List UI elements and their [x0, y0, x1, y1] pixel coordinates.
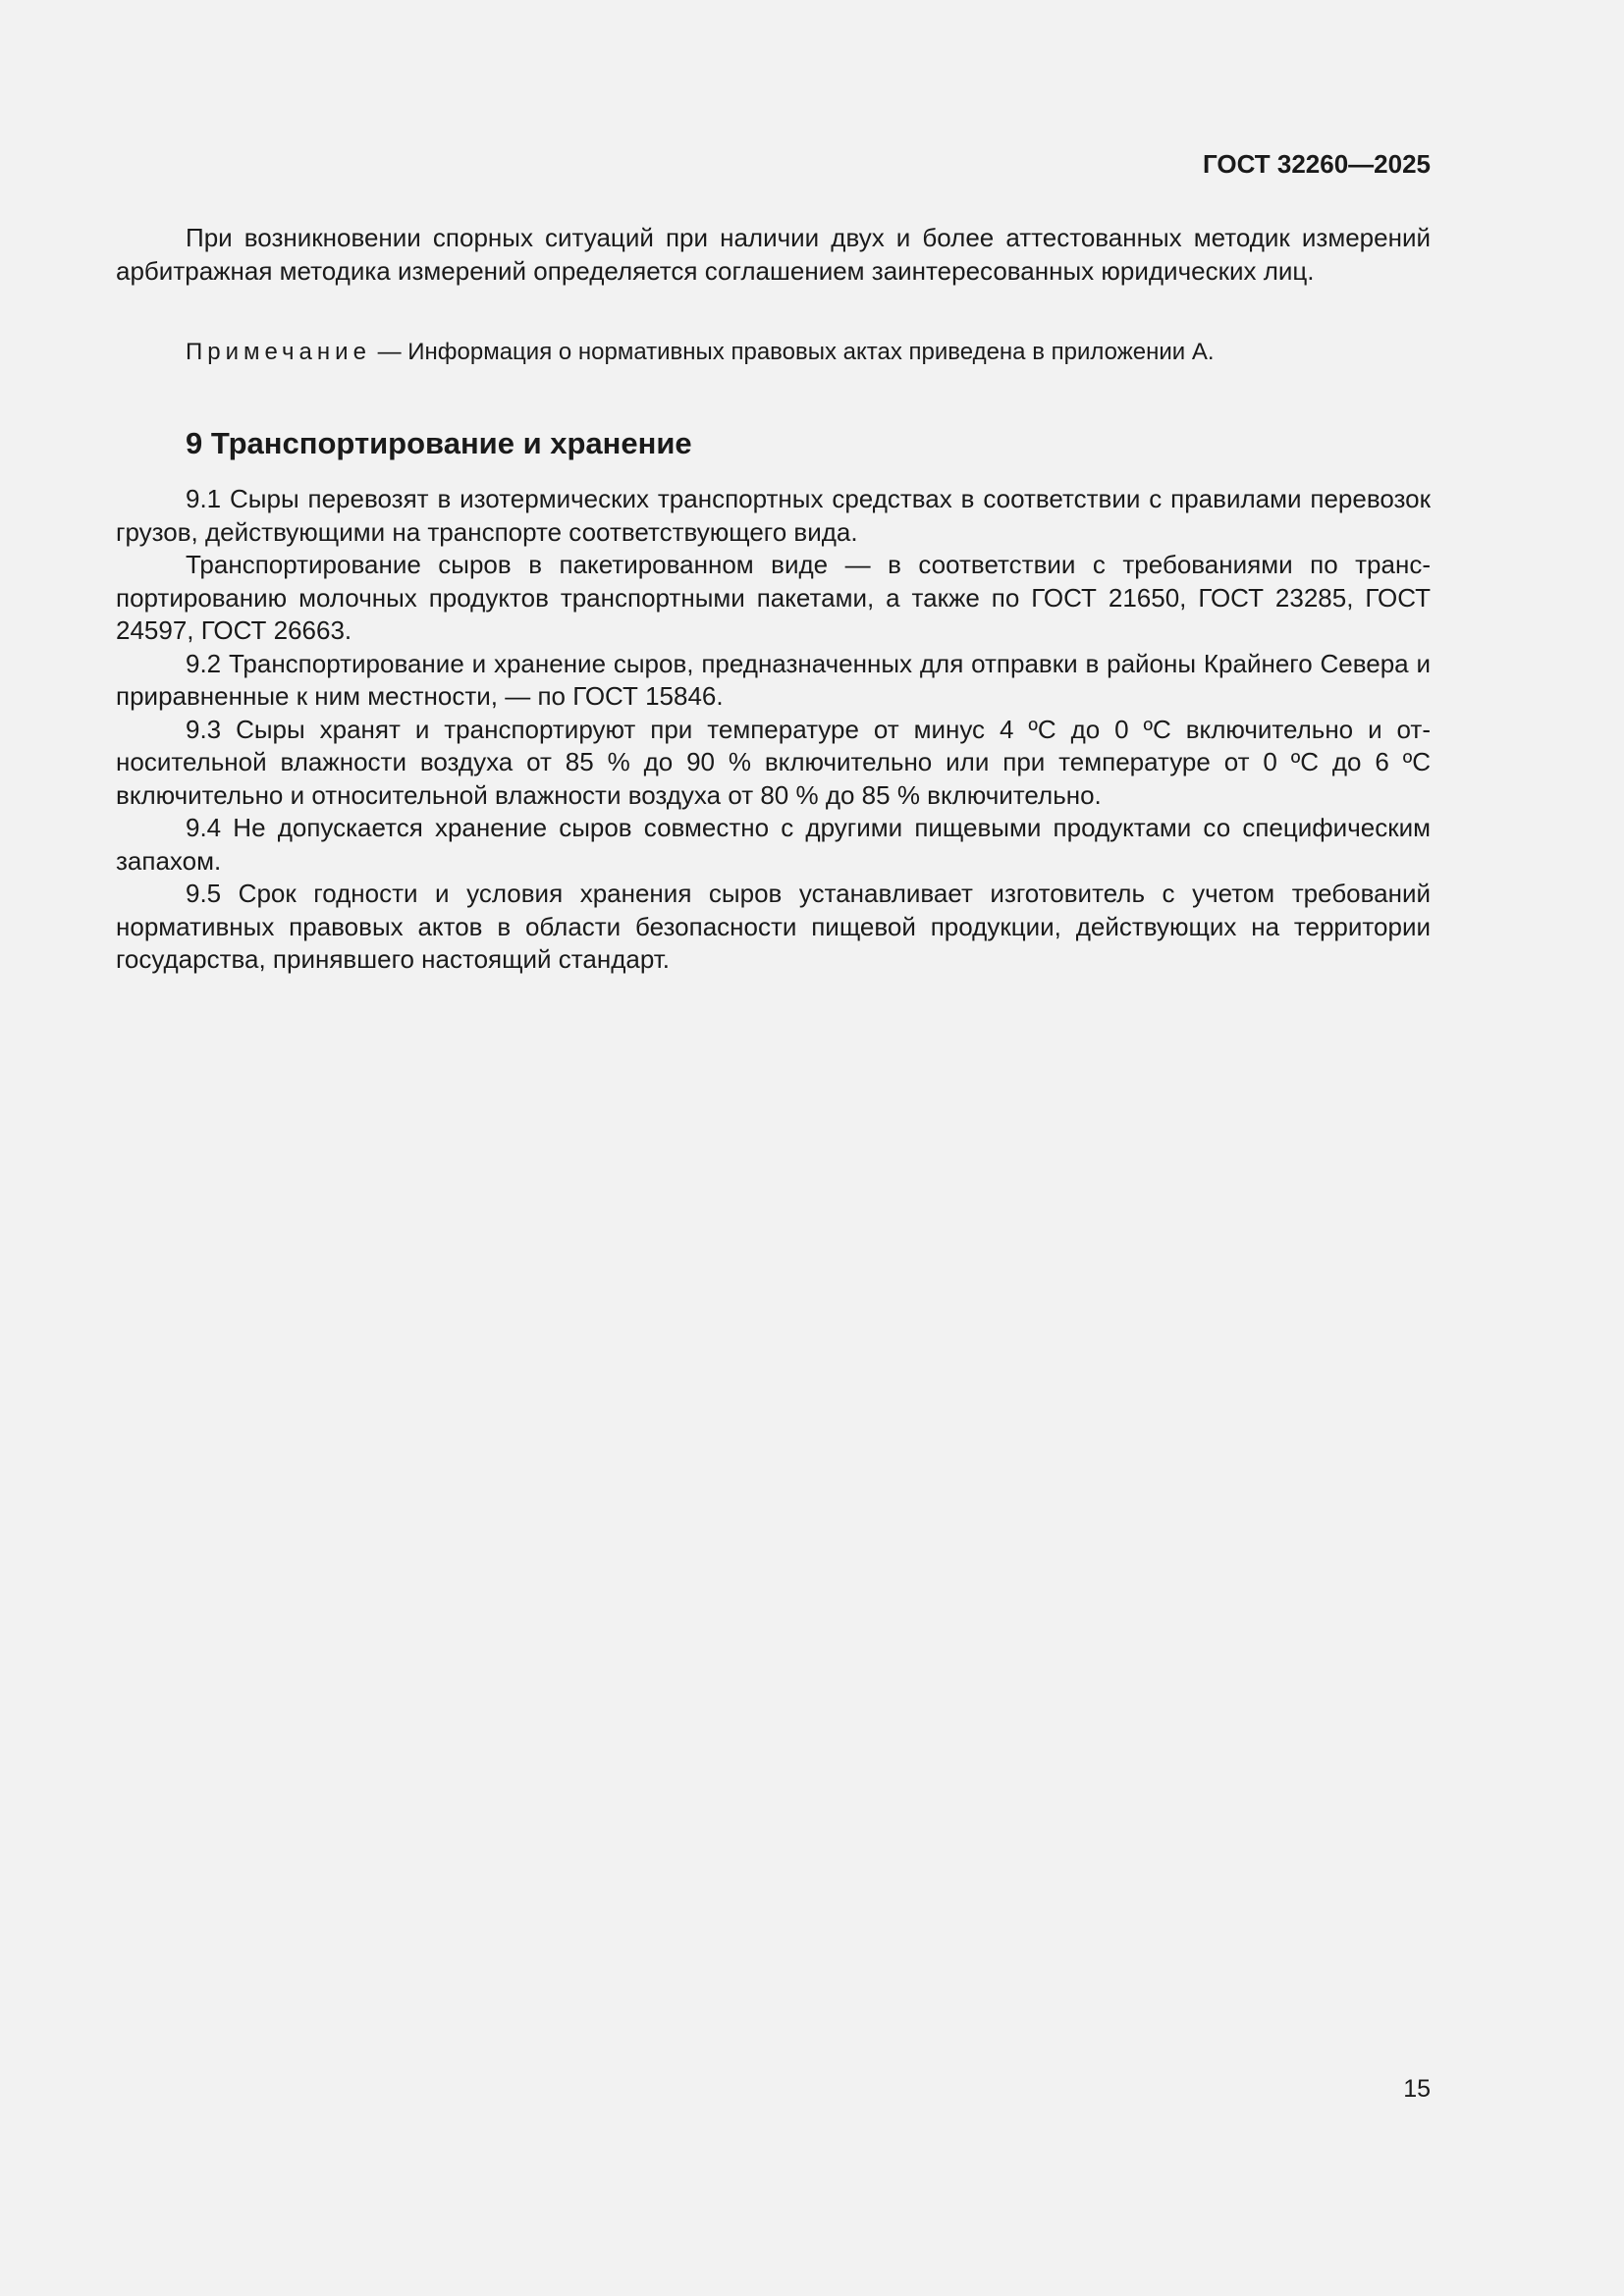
- document-code-header: ГОСТ 32260—2025: [1203, 149, 1431, 179]
- paragraph-9-2: 9.2 Транспортирование и хранение сыров, предназначенных для отправки в районы Крайнего Севера и приравненные к ним местности, — по ГОСТ 15846.: [116, 648, 1431, 711]
- section-heading: 9 Транспортирование и хранение: [186, 426, 692, 460]
- paragraph-9-5: 9.5 Срок годности и условия хранения сыров устанавливает изготовитель с учетом требований нормативных правовых актов в области безопасности пищевой продукции, действующих на территории государства, принявшего настоящий стандарт.: [116, 879, 1431, 974]
- paragraph-transport-packaged: Транспортирование сыров в пакетированном виде — в соответствии с требованиями по транспортированию молочных продуктов транспортными пакетами, а также по ГОСТ 21650, ГОСТ 23285, ГОСТ 24597, ГОСТ 26663.: [116, 550, 1431, 645]
- intro-block: [116, 222, 1431, 288]
- page-number: 15: [1403, 2075, 1431, 2103]
- intro-paragraph: При возникновении спорных ситуаций при наличии двух и более аттестованных методик измерений арбитражная методика измерений определяется соглашением заинтересованных юридических лиц.: [116, 223, 1431, 286]
- note: [186, 337, 1215, 368]
- note-label: Примечание: [186, 339, 371, 365]
- paragraph-9-4: 9.4 Не допускается хранение сыров совместно с другими пищевыми продуктами со специфическим запахом.: [116, 813, 1431, 876]
- paragraph-9-3: 9.3 Сыры хранят и транспортируют при температуре от минус 4 ºС до 0 ºС включительно и относительной влажности воздуха от 85 % до 90 % включительно или при температуре от 0 ºС до 6 ºС включительно и относительной влажности воздуха от 80 % до 85 % включительно.: [116, 714, 1431, 810]
- paragraph-9-1: 9.1 Сыры перевозят в изотермических транспортных средствах в соответствии с правилами перевозок грузов, действующими на транспорте соответствующего вида.: [116, 484, 1431, 547]
- section-body: [116, 483, 1431, 977]
- note-text: — Информация о нормативных правовых актах приведена в приложении А.: [370, 339, 1215, 365]
